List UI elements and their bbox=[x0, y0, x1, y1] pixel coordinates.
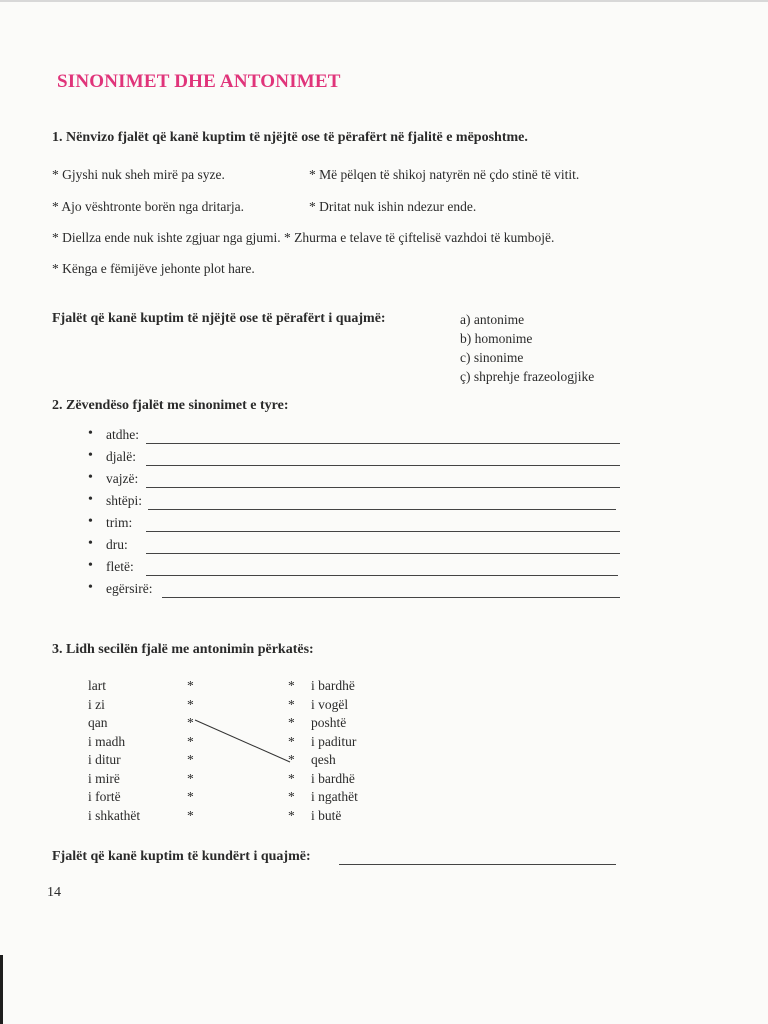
answer-option[interactable]: c) sinonime bbox=[460, 350, 524, 365]
page-title: SINONIMET DHE ANTONIMET bbox=[57, 71, 341, 92]
bullet-icon: • bbox=[88, 536, 93, 551]
connector-dot[interactable]: * bbox=[288, 752, 295, 767]
page-number: 14 bbox=[47, 885, 61, 900]
connector-dot[interactable]: * bbox=[187, 807, 194, 823]
left-word: i mirë bbox=[88, 770, 120, 786]
right-word: i bardhë bbox=[311, 678, 355, 693]
right-word: qesh bbox=[311, 752, 336, 767]
left-word: i ditur bbox=[88, 752, 121, 767]
exercise-2-heading: 2. Zëvendëso fjalët me sinonimet e tyre: bbox=[52, 398, 289, 413]
left-word: qan bbox=[88, 715, 108, 730]
connector-dot[interactable]: * bbox=[288, 678, 295, 693]
connector-dot[interactable]: * bbox=[288, 715, 295, 730]
right-word: i ngathët bbox=[311, 789, 358, 804]
connector-dot[interactable]: * bbox=[288, 733, 295, 749]
example-match-line bbox=[195, 720, 290, 762]
right-word: poshtë bbox=[311, 715, 347, 730]
exercise-1-sentence: * Dritat nuk ishin ndezur ende. bbox=[309, 199, 477, 214]
bullet-icon: • bbox=[88, 492, 93, 507]
synonym-word: trim: bbox=[106, 515, 133, 530]
synonym-word: atdhe: bbox=[106, 427, 139, 442]
bullet-icon: • bbox=[88, 514, 93, 529]
connector-dot[interactable]: * bbox=[187, 733, 194, 749]
exercise-3-prompt: Fjalët që kanë kuptim të kundërt i quajmë: bbox=[52, 849, 311, 864]
connector-dot[interactable]: * bbox=[288, 807, 295, 823]
synonym-word: vajzë: bbox=[106, 471, 139, 486]
connector-dot[interactable]: * bbox=[288, 770, 295, 786]
synonym-word: fletë: bbox=[106, 559, 134, 574]
exercise-3-heading: 3. Lidh secilën fjalë me antonimin përkatës: bbox=[52, 642, 314, 657]
left-word: lart bbox=[88, 678, 106, 693]
connector-dot[interactable]: * bbox=[187, 770, 194, 786]
connector-dot[interactable]: * bbox=[288, 696, 295, 712]
connector-dot[interactable]: * bbox=[288, 789, 295, 804]
answer-option[interactable]: a) antonime bbox=[460, 312, 525, 327]
bullet-icon: • bbox=[88, 558, 93, 573]
synonym-word: djalë: bbox=[106, 449, 136, 464]
bullet-icon: • bbox=[88, 470, 93, 485]
exercise-1-sentence: * Ajo vështronte borën nga dritarja. bbox=[52, 199, 244, 214]
answer-option[interactable]: b) homonime bbox=[460, 331, 533, 346]
right-word: i vogël bbox=[311, 696, 349, 712]
exercise-1-sentence: * Kënga e fëmijëve jehonte plot hare. bbox=[52, 261, 255, 276]
synonym-word: dru: bbox=[106, 537, 128, 552]
left-word: i fortë bbox=[88, 789, 121, 804]
exercise-1-sentence: * Më pëlqen të shikoj natyrën në çdo stinë të vitit. bbox=[309, 167, 580, 182]
connector-dot[interactable]: * bbox=[187, 789, 194, 804]
left-word: i zi bbox=[88, 696, 105, 712]
right-word: i bardhë bbox=[311, 770, 355, 786]
right-word: i butë bbox=[311, 807, 342, 823]
right-word: i paditur bbox=[311, 733, 357, 749]
exercise-1-sentence: * Diellza ende nuk ishte zgjuar nga gjumi. * Zhurma e telave të çiftelisë vazhdoi të kumbojë. bbox=[52, 230, 555, 245]
exercise-1-heading: 1. Nënvizo fjalët që kanë kuptim të njëjtë ose të përafërt në fjalitë e mëposhtme. bbox=[52, 130, 528, 145]
bullet-icon: • bbox=[88, 448, 93, 463]
answer-line[interactable] bbox=[339, 864, 616, 865]
connector-dot[interactable]: * bbox=[187, 752, 194, 767]
bullet-icon: • bbox=[88, 426, 93, 441]
left-word: i shkathët bbox=[88, 807, 141, 823]
connector-dot[interactable]: * bbox=[187, 696, 194, 712]
bullet-icon: • bbox=[88, 580, 93, 595]
answer-option[interactable]: ç) shprehje frazeologjike bbox=[460, 369, 595, 384]
exercise-1-sentence: * Gjyshi nuk sheh mirë pa syze. bbox=[52, 167, 225, 182]
left-word: i madh bbox=[88, 733, 126, 749]
connector-dot[interactable]: * bbox=[187, 715, 194, 730]
exercise-1-prompt: Fjalët që kanë kuptim të njëjtë ose të përafërt i quajmë: bbox=[52, 311, 386, 326]
synonym-word: egërsirë: bbox=[106, 581, 153, 596]
connector-dot[interactable]: * bbox=[187, 678, 194, 693]
synonym-word: shtëpi: bbox=[106, 493, 142, 508]
